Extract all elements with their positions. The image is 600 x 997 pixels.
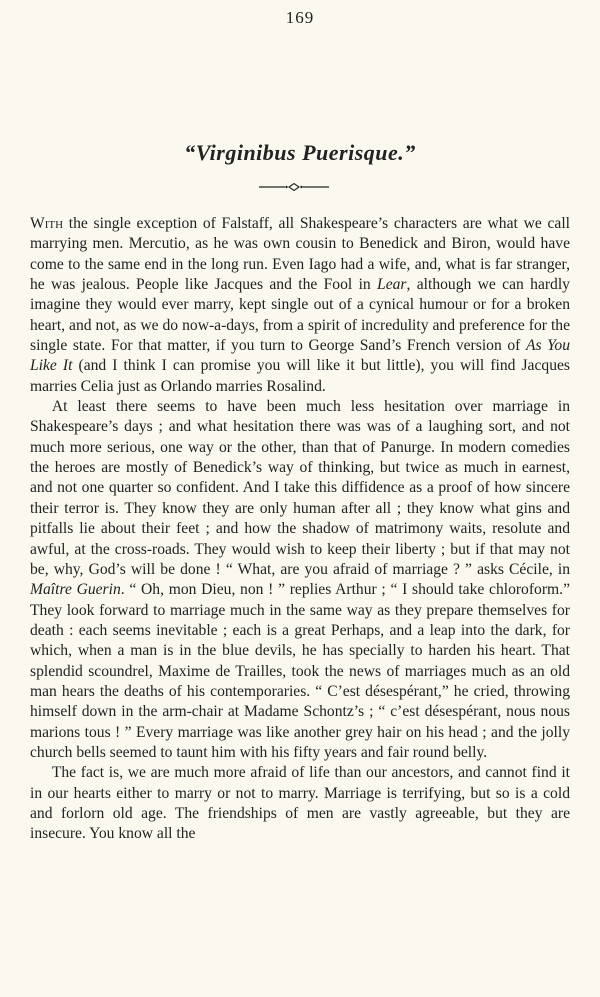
text-run: , although we can hardly imagine they would ever marry, kept single out of a cynical humour or for a broken heart, and not, as we do now-a-days, from a spirit of incredulity and preference for the single state. For that matter, if you turn to George Sand’s French version of <box>30 276 570 355</box>
page-number: 169 <box>285 8 315 27</box>
italic-title: As You Like It <box>30 337 570 375</box>
italic-title: Lear <box>377 276 407 294</box>
italic-title: Maître Guerin <box>30 581 121 599</box>
paragraph <box>30 397 570 763</box>
lead-word: With <box>30 215 64 232</box>
text-run: . “ Oh, mon Dieu, non ! ” replies Arthur ; “ I should take chloroform.” They look forward to marriage much in the same way as they prepare themselves for death : each seems inevitable ; each is a great Perhaps, and a leap into the dark, for which, when a man is in the blue devils, he has specially to harden his heart. That splendid scoundrel, Maxime de Trailles, took the news of marriages much as an old man hears the deaths of his contemporaries. “ C’est désespérant,” he cried, throwing himself down in the arm-chair at Madame Schontz’s ; “ c’est désespérant, nous nous marions tous ! ” Every marriage was like another grey hair on his head ; and the jolly church bells seemed to taunt him with his fifty years and fair round belly. <box>30 581 570 761</box>
paragraph <box>30 763 570 844</box>
text-run: (and I think I can promise you will like it but little), you will find Jacques marries Celia just as Orlando marries Rosalind. <box>30 357 570 395</box>
title-ornament <box>259 182 329 192</box>
text-run: the single exception of Falstaff, all Shakespeare’s characters are what we call marrying men. Mercutio, as he was own cousin to Benedick and Biron, would have come to the same end in the long run. Even Iago had a wife, and, what is far stranger, he was jealous. People like Jacques and the Fool in <box>30 215 570 294</box>
text-run: The fact is, we are much more afraid of life than our ancestors, and cannot find it in our hearts either to marry or not to marry. Marriage is terrifying, but so is a cold and forlorn old age. The friendships of men are vastly agreeable, but they are insecure. You know all the <box>30 764 570 843</box>
paragraph <box>30 214 570 397</box>
chapter-title: “Virginibus Puerisque.” <box>184 140 416 165</box>
text-run: At least there seems to have been much less hesitation over marriage in Shakespeare’s days ; and what hesitation there was was of a laughing sort, and not much more serious, one way or the other, than that of Panurge. In modern comedies the heroes are mostly of Benedick’s way of thinking, but twice as much in earnest, and not one quarter so confident. And I take this diffidence as a proof of how sincere their terror is. They know they are only human after all ; they know what gins and pitfalls lie about their feet ; and how the shadow of matrimony waits, resolute and awful, at the cross-roads. They would wish to keep their liberty ; but if that may not be, why, God’s will be done ! “ What, are you afraid of marriage ? ” asks Cécile, in <box>30 398 570 578</box>
body-text <box>30 214 570 845</box>
